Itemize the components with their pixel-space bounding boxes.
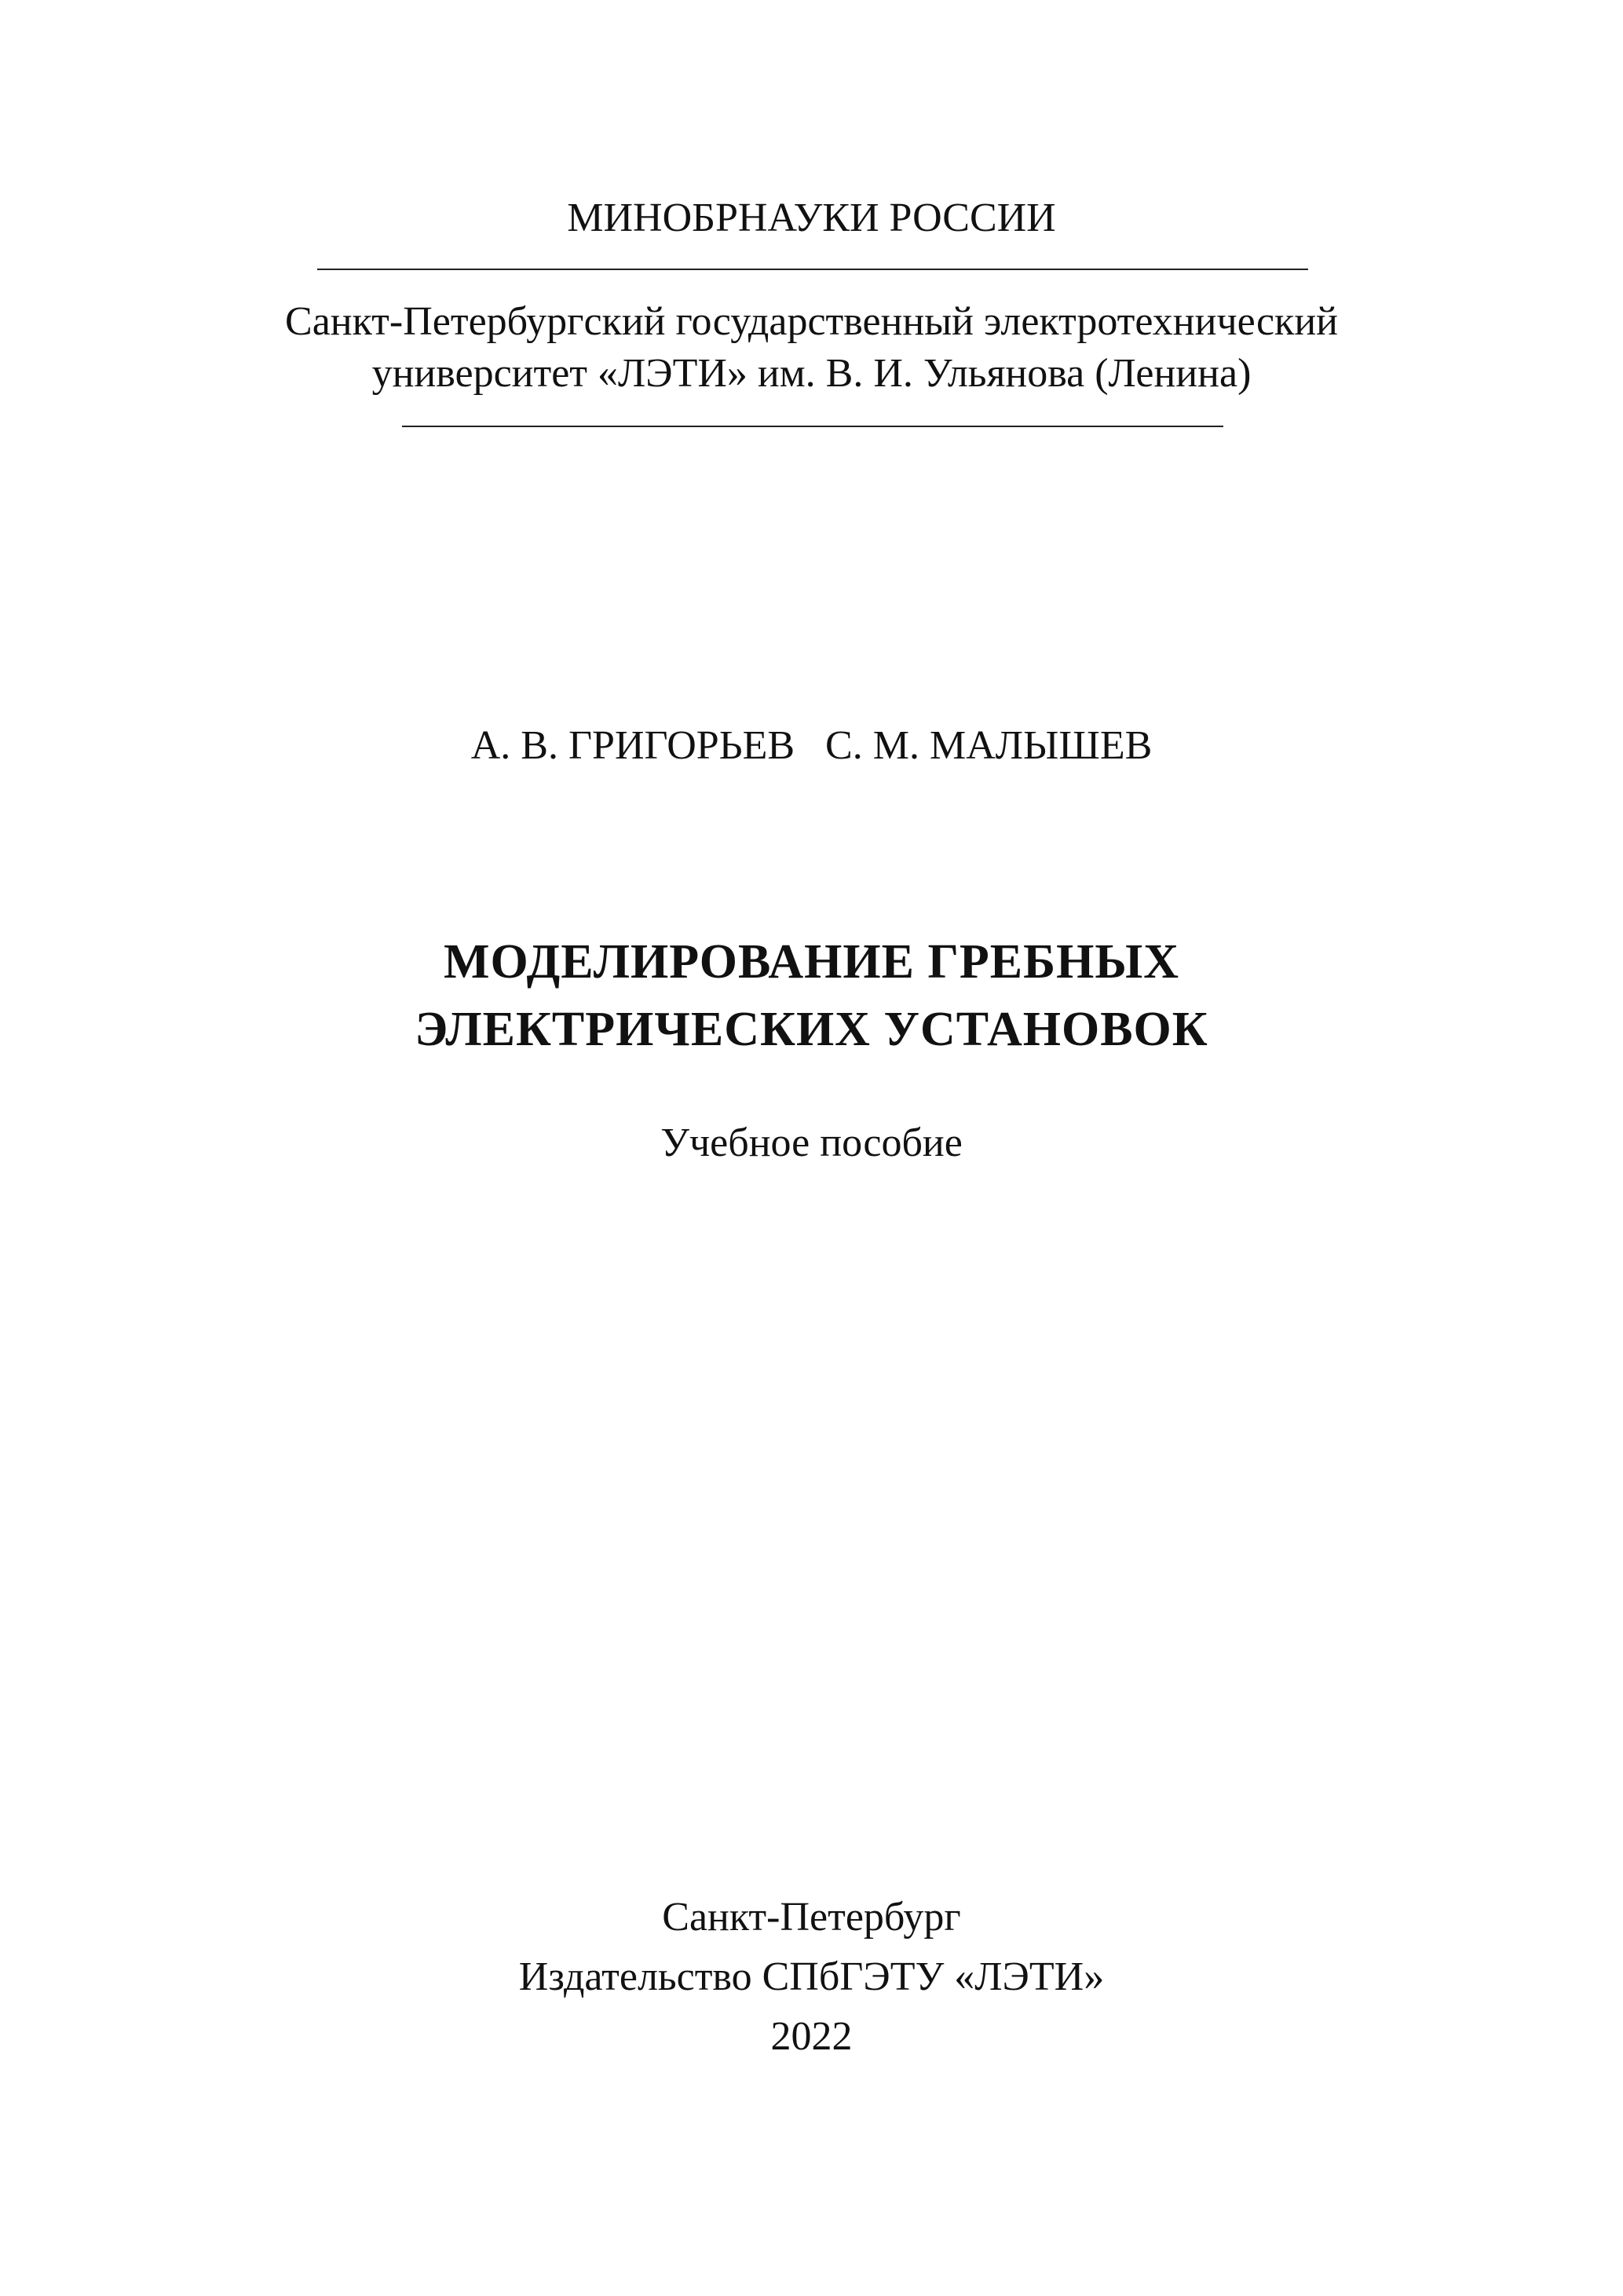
university-name-line2: университет «ЛЭТИ» им. В. И. Ульянова (Ленина)	[371, 351, 1252, 396]
imprint-year: 2022	[770, 2014, 853, 2059]
header-divider-top	[317, 269, 1308, 270]
book-title-line2: ЭЛЕКТРИЧЕСКИХ УСТАНОВОК	[415, 1003, 1208, 1056]
book-subtitle: Учебное пособие	[660, 1121, 963, 1165]
ministry-heading: МИНОБРНАУКИ РОССИИ	[567, 196, 1056, 240]
header-divider-bottom	[402, 426, 1223, 427]
university-name-line1: Санкт-Петербургский государственный электротехнический	[285, 299, 1338, 344]
authors: А. В. ГРИГОРЬЕВ С. М. МАЛЫШЕВ	[470, 723, 1153, 768]
imprint-publisher: Издательство СПбГЭТУ «ЛЭТИ»	[518, 1954, 1105, 1999]
book-title-line1: МОДЕЛИРОВАНИЕ ГРЕБНЫХ	[443, 935, 1180, 989]
imprint-city: Санкт-Петербург	[662, 1895, 961, 1940]
